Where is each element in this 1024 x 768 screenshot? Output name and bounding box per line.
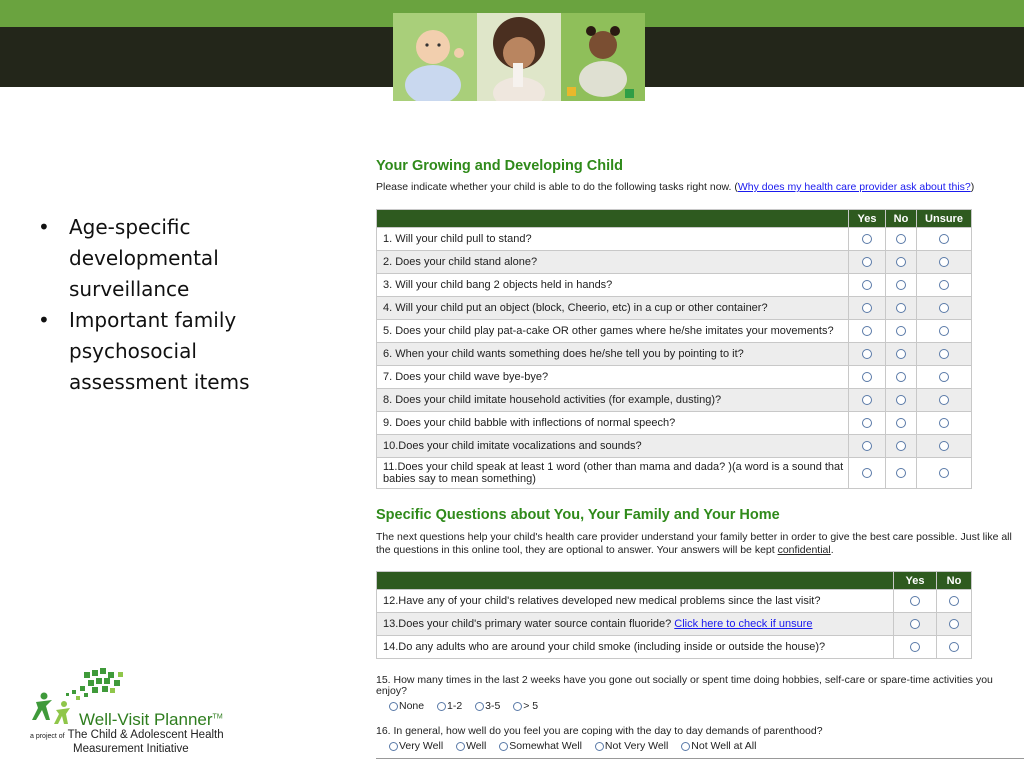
yes-header: Yes: [849, 210, 886, 228]
yes-radio[interactable]: [862, 303, 872, 313]
yes-radio[interactable]: [910, 619, 920, 629]
question-text: [377, 251, 849, 274]
no-header: No: [937, 572, 972, 590]
yes-radio-cell[interactable]: [849, 389, 886, 412]
yes-radio[interactable]: [862, 395, 872, 405]
question-label: 1. Will your child pull to stand?: [383, 233, 532, 245]
logo-subtitle-line1: a project of The Child & Adolescent Health: [30, 729, 224, 741]
unsure-radio[interactable]: [939, 372, 949, 382]
yes-radio[interactable]: [862, 326, 872, 336]
no-radio[interactable]: [896, 418, 906, 428]
family-table: [376, 571, 972, 659]
no-radio-cell[interactable]: [886, 274, 917, 297]
no-radio[interactable]: [896, 441, 906, 451]
section-title-development: Your Growing and Developing Child: [376, 158, 624, 174]
yes-radio[interactable]: [910, 642, 920, 652]
q15-option[interactable]: None: [389, 700, 424, 712]
question-text: 14.Do any adults who are around your child smoke (including inside or outside the house)?: [377, 636, 894, 659]
baby-photo-2: [477, 13, 561, 101]
yes-radio-cell[interactable]: [894, 636, 937, 659]
question-15-options: [376, 701, 1024, 712]
logo-subtitle-line2: Measurement Initiative: [73, 743, 189, 755]
questionnaire-panel: [376, 158, 1016, 752]
no-radio[interactable]: [896, 326, 906, 336]
yes-radio[interactable]: [862, 441, 872, 451]
question-label: 5. Does your child play pat-a-cake OR other games where he/she imitates your movements?: [383, 325, 834, 337]
unsure-header: Unsure: [917, 210, 972, 228]
unsure-radio[interactable]: [939, 395, 949, 405]
q15-option[interactable]: 3-5: [475, 700, 500, 712]
bottom-divider: [376, 758, 1024, 759]
unsure-radio[interactable]: [939, 280, 949, 290]
question-text: [377, 274, 849, 297]
table-row: [377, 389, 972, 412]
yes-radio-cell[interactable]: [849, 412, 886, 435]
section-title-family: Specific Questions about You, Your Family and Your Home: [376, 507, 780, 523]
question-text: 12.Have any of your child's relatives developed new medical problems since the last visit?: [377, 590, 894, 613]
radio-button[interactable]: [456, 742, 465, 751]
question-text: 13.Does your child's primary water source contain fluoride? Click here to check if unsure: [377, 613, 894, 636]
no-radio-cell[interactable]: [886, 297, 917, 320]
yes-radio[interactable]: [910, 596, 920, 606]
yes-radio-cell[interactable]: [849, 228, 886, 251]
no-radio-cell[interactable]: [886, 458, 917, 489]
no-radio-cell[interactable]: [886, 320, 917, 343]
question-label: 7. Does your child wave bye-bye?: [383, 371, 549, 383]
radio-button[interactable]: [475, 702, 484, 711]
header-photo-strip: [393, 13, 645, 101]
yes-radio[interactable]: [862, 257, 872, 267]
unsure-radio-cell[interactable]: [917, 274, 972, 297]
no-radio[interactable]: [896, 468, 906, 478]
yes-radio[interactable]: [862, 349, 872, 359]
development-table: [376, 209, 972, 489]
no-radio-cell[interactable]: [937, 590, 972, 613]
table-row: [377, 636, 972, 659]
table-row: [377, 251, 972, 274]
q16-option[interactable]: Very Well: [389, 740, 443, 752]
no-radio-cell[interactable]: [886, 389, 917, 412]
yes-radio[interactable]: [862, 468, 872, 478]
question-label: 2. Does your child stand alone?: [383, 256, 538, 268]
q16-option[interactable]: Well: [456, 740, 486, 752]
no-radio-cell[interactable]: [886, 251, 917, 274]
question-16-text: 16. In general, how well do you feel you are coping with the day to day demands of parenthood?: [376, 725, 823, 737]
unsure-radio[interactable]: [939, 326, 949, 336]
unsure-radio-cell[interactable]: [917, 297, 972, 320]
yes-radio-cell[interactable]: [849, 458, 886, 489]
q16-option[interactable]: Not Well at All: [681, 740, 756, 752]
radio-button[interactable]: [595, 742, 604, 751]
no-radio-cell[interactable]: [886, 343, 917, 366]
q15-option[interactable]: > 5: [513, 700, 538, 712]
question-header: [377, 210, 849, 228]
unsure-radio[interactable]: [939, 303, 949, 313]
logo-title: Well-Visit Planner™: [79, 710, 223, 729]
unsure-radio-cell[interactable]: [917, 320, 972, 343]
question-text: [377, 228, 849, 251]
question-label: 3. Will your child bang 2 objects held in hands?: [383, 279, 613, 291]
no-radio-cell[interactable]: [937, 613, 972, 636]
no-header: No: [886, 210, 917, 228]
baby-photo-1: [393, 13, 477, 101]
yes-radio[interactable]: [862, 418, 872, 428]
unsure-radio[interactable]: [939, 441, 949, 451]
radio-button[interactable]: [513, 702, 522, 711]
fluoride-check-link[interactable]: Click here to check if unsure: [674, 618, 813, 630]
radio-button[interactable]: [389, 742, 398, 751]
unsure-radio[interactable]: [939, 234, 949, 244]
table-row: [377, 274, 972, 297]
question-16: [376, 726, 1024, 752]
unsure-radio-cell[interactable]: [917, 435, 972, 458]
question-text: [377, 458, 849, 489]
radio-button[interactable]: [681, 742, 690, 751]
q15-option[interactable]: 1-2: [437, 700, 462, 712]
no-radio[interactable]: [896, 349, 906, 359]
yes-header: Yes: [894, 572, 937, 590]
no-radio[interactable]: [896, 395, 906, 405]
no-radio[interactable]: [896, 234, 906, 244]
table-row: [377, 320, 972, 343]
no-radio-cell[interactable]: [937, 636, 972, 659]
table-row: [377, 228, 972, 251]
unsure-radio-cell[interactable]: [917, 251, 972, 274]
radio-button[interactable]: [499, 742, 508, 751]
unsure-radio-cell[interactable]: [917, 412, 972, 435]
question-label: 9. Does your child babble with inflections of normal speech?: [383, 417, 676, 429]
yes-radio[interactable]: [862, 372, 872, 382]
section-intro-family: The next questions help your child's health care provider understand your family better in order to give the best care possible. Just like all the questions in this online tool, they are optional to answer. Your answers will be kept confidential.: [376, 531, 1012, 556]
question-text: [377, 297, 849, 320]
unsure-radio[interactable]: [939, 418, 949, 428]
question-label: 8. Does your child imitate household activities (for example, dusting)?: [383, 394, 722, 406]
question-15-text: 15. How many times in the last 2 weeks have you gone out socially or spent time doing hobbies, self-care or spare-time activities you enjoy?: [376, 674, 993, 697]
table-row: [377, 412, 972, 435]
question-label: 10.Does your child imitate vocalizations and sounds?: [383, 440, 642, 452]
yes-radio-cell[interactable]: [849, 366, 886, 389]
question-text: [377, 435, 849, 458]
yes-radio-cell[interactable]: [849, 274, 886, 297]
bullet-item: • Age-specific developmental surveillance: [38, 212, 298, 305]
question-text: [377, 320, 849, 343]
confidential-link[interactable]: confidential: [777, 543, 831, 556]
radio-button[interactable]: [389, 702, 398, 711]
yes-radio-cell[interactable]: [849, 343, 886, 366]
no-radio-cell[interactable]: [886, 366, 917, 389]
yes-radio[interactable]: [862, 234, 872, 244]
question-16-options: [376, 741, 1024, 752]
unsure-radio[interactable]: [939, 468, 949, 478]
baby-photo-3: [561, 13, 645, 101]
table-row: [377, 435, 972, 458]
table-row: [377, 366, 972, 389]
yes-radio-cell[interactable]: [894, 613, 937, 636]
question-15: [376, 675, 1024, 712]
yes-radio-cell[interactable]: [894, 590, 937, 613]
why-ask-link[interactable]: Why does my health care provider ask about this?: [737, 181, 971, 193]
no-radio[interactable]: [896, 257, 906, 267]
no-radio[interactable]: [949, 619, 959, 629]
table-row: [377, 297, 972, 320]
no-radio-cell[interactable]: [886, 435, 917, 458]
no-radio[interactable]: [949, 596, 959, 606]
yes-radio-cell[interactable]: [849, 435, 886, 458]
no-radio[interactable]: [949, 642, 959, 652]
no-radio[interactable]: [896, 280, 906, 290]
section-intro-development: Please indicate whether your child is able to do the following tasks right now. (Why does my health care provider ask about this?): [376, 181, 975, 193]
unsure-radio-cell[interactable]: [917, 366, 972, 389]
question-header: [377, 572, 894, 590]
question-label: 6. When your child wants something does he/she tell you by pointing to it?: [383, 348, 744, 360]
no-radio[interactable]: [896, 372, 906, 382]
table-row: [377, 590, 972, 613]
unsure-radio[interactable]: [939, 349, 949, 359]
no-radio-cell[interactable]: [886, 412, 917, 435]
unsure-radio-cell[interactable]: [917, 458, 972, 489]
unsure-radio-cell[interactable]: [917, 389, 972, 412]
question-label: 4. Will your child put an object (block, Cheerio, etc) in a cup or other container?: [383, 302, 768, 314]
question-text: [377, 366, 849, 389]
bullet-list: [38, 212, 298, 398]
no-radio-cell[interactable]: [886, 228, 917, 251]
yes-radio-cell[interactable]: [849, 251, 886, 274]
q16-option[interactable]: Somewhat Well: [499, 740, 582, 752]
unsure-radio-cell[interactable]: [917, 228, 972, 251]
question-text: [377, 412, 849, 435]
yes-radio-cell[interactable]: [849, 320, 886, 343]
q16-option[interactable]: Not Very Well: [595, 740, 668, 752]
table-row: [377, 458, 972, 489]
well-visit-planner-logo: [22, 666, 242, 762]
table-row: [377, 613, 972, 636]
no-radio[interactable]: [896, 303, 906, 313]
question-text: [377, 389, 849, 412]
unsure-radio[interactable]: [939, 257, 949, 267]
question-text: [377, 343, 849, 366]
question-label: 11.Does your child speak at least 1 word (other than mama and dada? )(a word is a sound that babies say to mean something): [383, 461, 844, 485]
radio-button[interactable]: [437, 702, 446, 711]
unsure-radio-cell[interactable]: [917, 343, 972, 366]
yes-radio[interactable]: [862, 280, 872, 290]
bullet-item: • Important family psychosocial assessment items: [38, 305, 298, 398]
table-row: [377, 343, 972, 366]
yes-radio-cell[interactable]: [849, 297, 886, 320]
